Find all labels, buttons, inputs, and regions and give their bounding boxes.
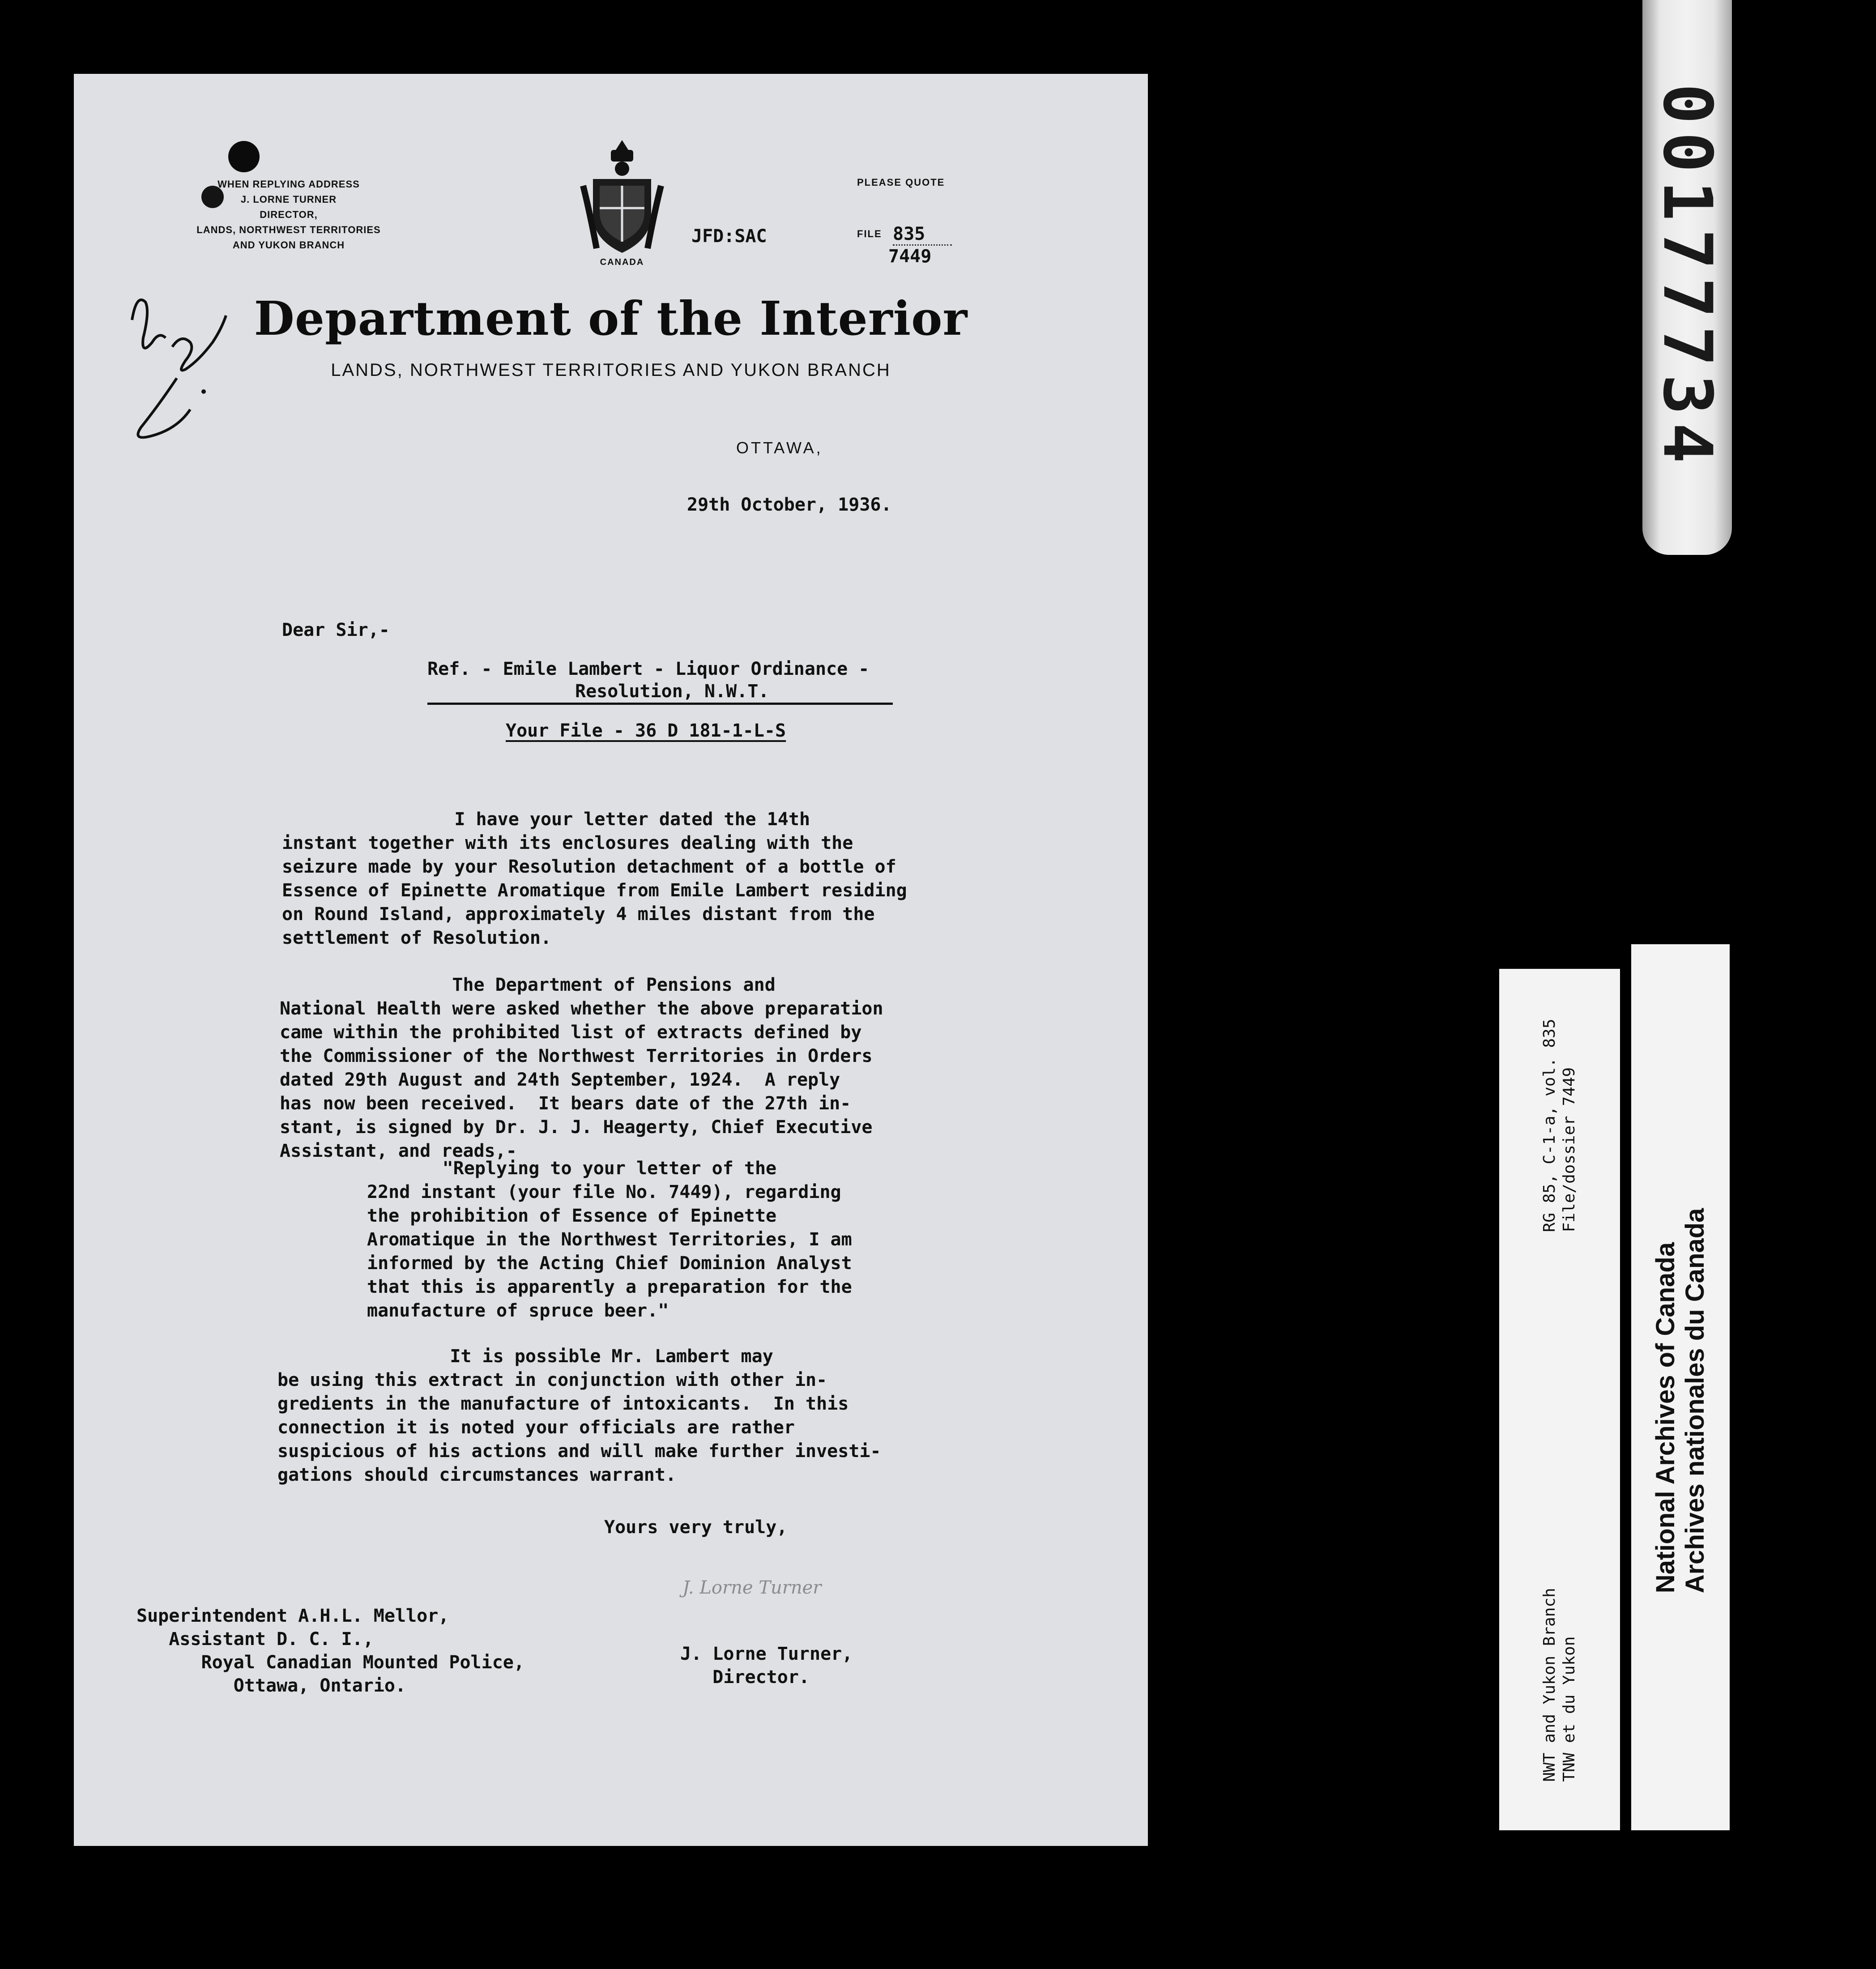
fonds-line-1: RG 85, C-1-a, vol. 835 [1540,1019,1559,1232]
handwritten-annotation [123,284,248,445]
file-number-1 [893,224,952,244]
archive-number: 00177734 [1648,83,1726,472]
institution-label-card [1631,944,1730,1830]
fonds-label-card [1499,969,1620,1830]
branch-label-en: NWT and Yukon Branch [1540,1588,1559,1782]
institution-name-fr: Archives nationales du Canada [1680,1208,1710,1594]
reply-address-line: WHEN REPLYING ADDRESS [217,179,360,190]
subject-rule [427,703,893,705]
branch-subtitle: LANDS, NORTHWEST TERRITORIES AND YUKON BRANCH [331,360,891,380]
crest-caption: CANADA [600,257,644,267]
reference-initials: JFD:SAC [691,226,767,247]
letter-date: 29th October, 1936. [687,494,892,515]
institution-name-en: National Archives of Canada [1651,1242,1680,1594]
closing: Yours very truly, [604,1517,788,1538]
department-title: Department of the Interior [254,291,968,346]
reply-address-line: LANDS, NORTHWEST TERRITORIES [196,224,381,235]
fonds-reference [1540,1019,1579,1232]
file-number-1-text: 835 [893,224,952,246]
institution-name [1651,1208,1710,1594]
addressee-block: Superintendent A.H.L. Mellor, Assistant D. C. I., Royal Canadian Mounted Police, Ottawa, Ontario. [136,1606,524,1696]
body-paragraph-3: It is possible Mr. Lambert may be using this extract in conjunction with other in- gredients in the manufacture of intoxicants. In this connection it is noted your officials are rather suspicious of his actions and will make further investi- gations should circumstances warrant. [277,1346,881,1485]
binder-hole [228,141,260,172]
please-quote-label: PLEASE QUOTE [857,177,945,188]
branch-label [1540,1588,1579,1781]
salutation: Dear Sir,- [282,620,390,640]
letter-page [74,74,1148,1846]
subject-line-1: Ref. - Emile Lambert - Liquor Ordinance - [427,659,870,679]
signer-block: J. Lorne Turner, Director. [680,1644,853,1688]
reply-address-block [163,177,414,253]
reply-address-line: DIRECTOR, [260,209,318,220]
subject-reference [427,658,869,703]
quoted-reply: "Replying to your letter of the 22nd instant (your file No. 7449), regarding the prohibition of Essence of Epinette Aromatique in the Northwest Territories, I am informed by the Acting Chief Dominion Analyst that this is apparently a preparation for the manufacture of spruce beer." [367,1158,852,1321]
file-number-2: 7449 [888,246,932,267]
branch-label-fr: TNW et du Yukon [1560,1636,1578,1782]
archive-number-tag [1642,0,1732,555]
your-file-reference: Your File - 36 D 181-1-L-S [506,720,786,741]
body-paragraph-1: I have your letter dated the 14th instant together with its enclosures dealing with the seizure made by your Resolution detachment of a bottle of Essence of Epinette Aromatique from Emile Lambert residing on Round Island, approximately 4 miles distant from the settlement of Resolution. [282,809,907,948]
file-label: FILE [857,228,882,239]
subject-line-2: Resolution, N.W.T. [575,681,769,702]
body-paragraph-2: The Department of Pensions and National Health were asked whether the above preparation came within the prohibited list of extracts defined by the Commissioner of the Northwest Territories in Orders dated 29th August and 24th September, 1924. A reply has now been received. It bears date of the 27th in- stant, is signed by Dr. J. J. Heagerty, Chief Executive Assistant, and reads,- [280,975,883,1161]
fonds-line-2: File/dossier 7449 [1560,1067,1578,1232]
faint-signature: J. Lorne Turner [682,1577,822,1598]
letter-place: OTTAWA, [736,439,823,457]
canada-crest-icon [580,136,665,257]
reply-address-line: AND YUKON BRANCH [232,239,345,251]
reply-address-line: J. LORNE TURNER [240,194,337,205]
